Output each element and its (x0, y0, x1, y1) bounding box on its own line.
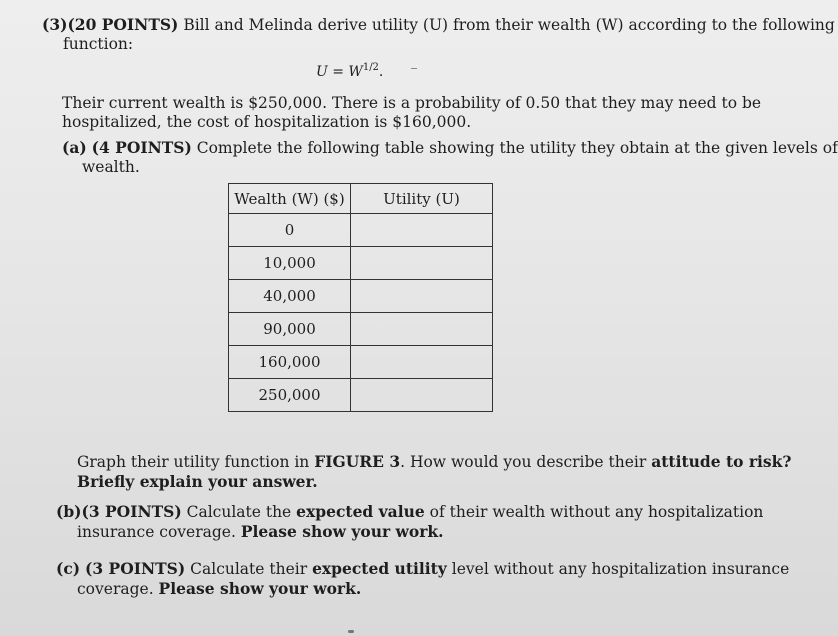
wealth-cell: 250,000 (229, 379, 351, 412)
table-row (229, 313, 493, 346)
header-wealth: Wealth (W) ($) (229, 184, 351, 214)
equation-period: . (378, 64, 384, 80)
wealth-cell: 0 (229, 214, 351, 247)
part-a-line-2: wealth. (82, 158, 140, 176)
graph-mid: . How would you describe their (400, 453, 652, 471)
part-b-post: of their wealth without any hospitalization (424, 503, 764, 521)
stray-mark (411, 68, 417, 69)
part-c-post: level without any hospitalization insurance (446, 560, 790, 578)
part-a-line-1 (62, 138, 838, 158)
part-b-points: (3 POINTS) (81, 502, 182, 521)
part-c-label: (c) (56, 559, 81, 578)
wealth-line-2: hospitalized, the cost of hospitalization is $160,000. (62, 113, 472, 131)
utility-cell (351, 313, 493, 346)
attitude-to-risk: attitude to risk? (651, 452, 792, 471)
wealth-cell: 90,000 (229, 313, 351, 346)
graph-pre: Graph their utility function in (77, 453, 315, 471)
utility-cell (351, 280, 493, 313)
part-c-line-2 (77, 579, 361, 599)
wealth-line-1: Their current wealth is $250,000. There is a probability of 0.50 that they may need to be (62, 94, 762, 112)
equation-lhs: U = W (316, 64, 363, 80)
part-c-line2-pre: coverage. (77, 580, 159, 598)
expected-value: expected value (296, 502, 425, 521)
question-points: (20 POINTS) (67, 15, 179, 34)
part-c-show-work: Please show your work. (158, 579, 362, 598)
question-3-line-1 (42, 15, 835, 35)
table-row (229, 214, 493, 247)
part-b-show-work: Please show your work. (240, 522, 444, 541)
table-row (229, 346, 493, 379)
wealth-cell: 10,000 (229, 247, 351, 280)
utility-cell (351, 379, 493, 412)
part-b-label: (b) (56, 502, 82, 521)
part-a-text: Complete the following table showing the utility they obtain at the given levels of (191, 139, 838, 157)
part-c-points: (3 POINTS) (85, 559, 186, 578)
table-row (229, 379, 493, 412)
part-b-pre: Calculate the (181, 503, 297, 521)
question-intro: Bill and Melinda derive utility (U) from their wealth (W) according to the following (178, 16, 835, 34)
part-b-line-2 (77, 522, 444, 542)
header-utility: Utility (U) (351, 184, 493, 214)
question-3-line-2 (63, 34, 133, 54)
part-a-label: (a) (62, 138, 87, 157)
equation-exponent: 1/2 (362, 62, 379, 73)
part-b-line-1 (56, 502, 763, 522)
table-header-row (229, 184, 493, 214)
figure-ref: FIGURE 3 (314, 452, 401, 471)
part-c-pre: Calculate their (185, 560, 313, 578)
graph-instruction-line-2: Briefly explain your answer. (77, 472, 318, 491)
part-a-points: (4 POINTS) (91, 138, 192, 157)
table-row (229, 280, 493, 313)
part-b-line2-pre: insurance coverage. (77, 523, 241, 541)
utility-cell (351, 214, 493, 247)
wealth-cell: 160,000 (229, 346, 351, 379)
bottom-mark (348, 630, 354, 633)
utility-equation (316, 62, 383, 80)
part-c-line-1 (56, 559, 789, 579)
wealth-utility-table (228, 183, 493, 412)
wealth-cell: 40,000 (229, 280, 351, 313)
question-intro-cont: function: (63, 35, 134, 53)
utility-cell (351, 247, 493, 280)
utility-cell (351, 346, 493, 379)
expected-utility: expected utility (312, 559, 447, 578)
graph-instruction-line-1 (77, 452, 791, 472)
question-number: (3) (42, 15, 68, 34)
table-row (229, 247, 493, 280)
